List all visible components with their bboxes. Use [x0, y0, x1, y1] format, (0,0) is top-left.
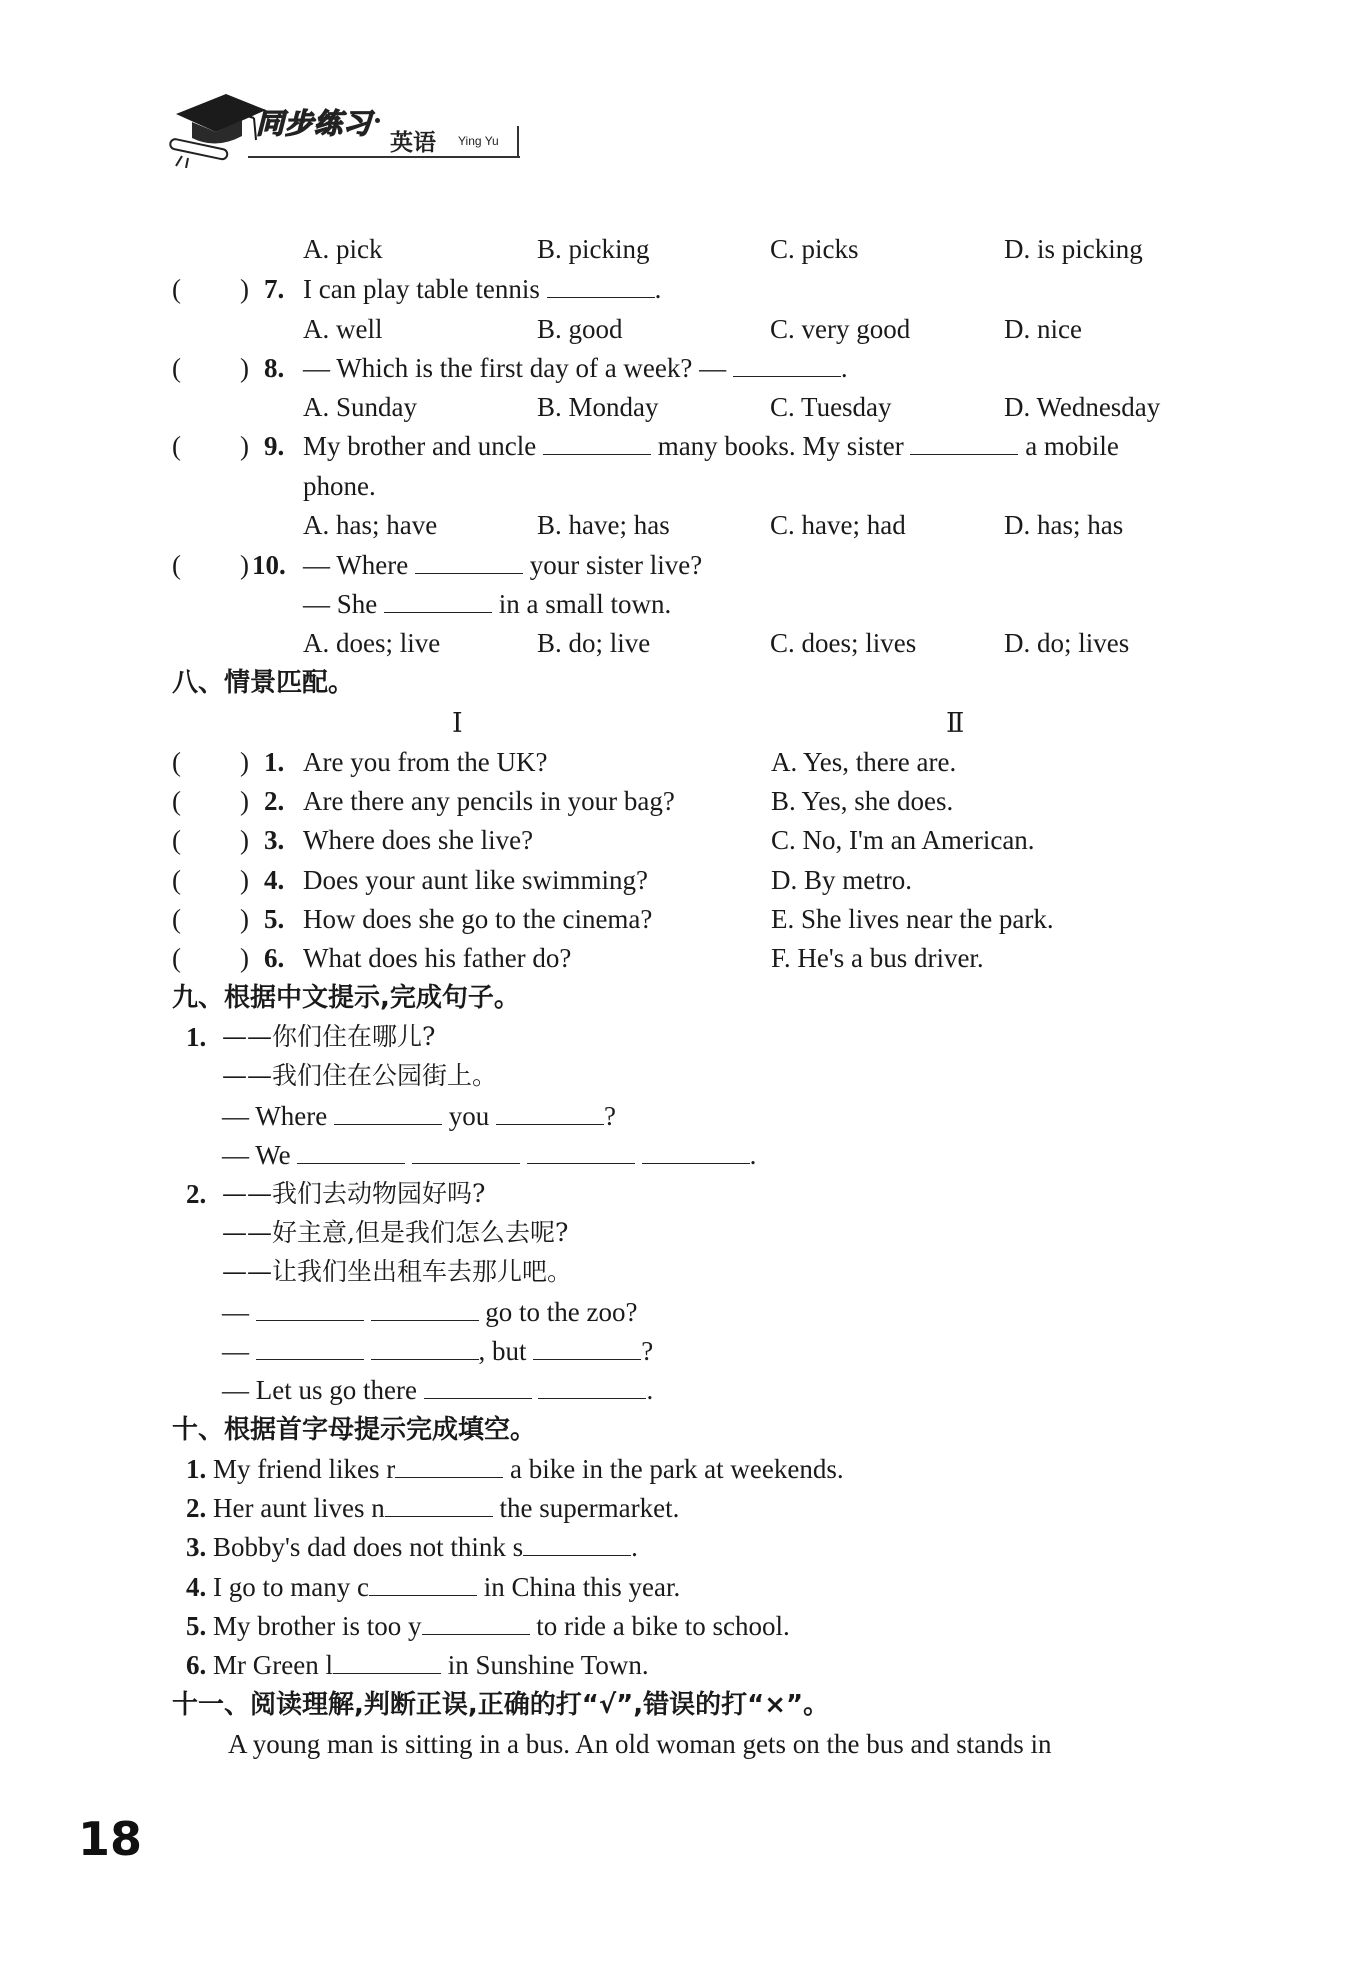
answer-bracket-close: )	[240, 904, 249, 934]
question-number: 10.	[252, 550, 286, 580]
q10-option-c: C. does; lives	[770, 628, 917, 658]
answer-bracket-close: )	[240, 353, 249, 383]
question-9-line2: phone.	[303, 471, 376, 501]
answer-blank[interactable]	[334, 1100, 442, 1125]
q6-option-a: A. pick	[303, 234, 383, 264]
fill-item: 3. Bobby's dad does not think s .	[186, 1532, 638, 1562]
q9-option-c: C. have; had	[770, 510, 906, 540]
q6-option-b: B. picking	[537, 234, 650, 264]
question-number: 7.	[264, 274, 285, 304]
q7-option-b: B. good	[537, 314, 623, 344]
question-10-line1: — Where your sister live?	[303, 550, 703, 580]
matching-question: How does she go to the cinema?	[303, 904, 653, 934]
matching-answer: F. He's a bus driver.	[771, 943, 984, 973]
answer-blank[interactable]	[297, 1139, 405, 1164]
question-number: 9.	[264, 431, 285, 461]
section-9-title: 九、根据中文提示,完成句子。	[172, 983, 520, 1013]
q9-option-b: B. have; has	[537, 510, 670, 540]
matching-answer: C. No, I'm an American.	[771, 825, 1035, 855]
answer-blank[interactable]	[523, 1531, 631, 1556]
q7-option-c: C. very good	[770, 314, 911, 344]
answer-blank[interactable]	[369, 1571, 477, 1596]
answer-bracket[interactable]: (	[172, 904, 181, 934]
sentence-line: — go to the zoo?	[222, 1297, 638, 1327]
chinese-prompt: ——我们去动物园好吗?	[222, 1179, 486, 1208]
answer-blank[interactable]	[422, 1610, 530, 1635]
fill-item: 5. My brother is too y to ride a bike to school.	[186, 1611, 790, 1641]
item-number: 2.	[186, 1179, 207, 1209]
sentence-line: — , but ?	[222, 1336, 654, 1366]
question-number: 2.	[264, 786, 285, 816]
answer-blank[interactable]	[533, 1335, 641, 1360]
answer-blank[interactable]	[384, 588, 492, 613]
answer-bracket-close: )	[240, 274, 249, 304]
subject-title: 英语	[390, 130, 436, 156]
answer-bracket-close: )	[240, 865, 249, 895]
matching-question: Are there any pencils in your bag?	[303, 786, 675, 816]
question-8: — Which is the first day of a week? — .	[303, 353, 848, 383]
answer-blank[interactable]	[642, 1139, 750, 1164]
q7-option-a: A. well	[303, 314, 383, 344]
page-number: 18	[78, 1812, 143, 1866]
chinese-prompt: ——让我们坐出租车去那儿吧。	[222, 1257, 573, 1286]
matching-answer: E. She lives near the park.	[771, 904, 1054, 934]
column-1-header: Ⅰ	[452, 708, 463, 738]
sentence-line: — We .	[222, 1140, 757, 1170]
answer-bracket[interactable]: (	[172, 274, 181, 304]
fill-item: 1. My friend likes r a bike in the park at weekends.	[186, 1454, 844, 1484]
question-number: 8.	[264, 353, 285, 383]
q6-option-d: D. is picking	[1004, 234, 1143, 264]
answer-blank[interactable]	[412, 1139, 520, 1164]
answer-bracket-close: )	[240, 550, 249, 580]
column-2-header: Ⅱ	[946, 708, 965, 738]
q7-option-d: D. nice	[1004, 314, 1082, 344]
q9-option-a: A. has; have	[303, 510, 438, 540]
sentence-line: — Where you ?	[222, 1101, 616, 1131]
subject-pinyin: Ying Yu	[458, 134, 499, 148]
question-9: My brother and uncle many books. My sister a mobile	[303, 431, 1119, 461]
matching-question: Are you from the UK?	[303, 747, 548, 777]
q8-option-b: B. Monday	[537, 392, 659, 422]
answer-blank[interactable]	[424, 1374, 532, 1399]
fill-item: 4. I go to many c in China this year.	[186, 1572, 681, 1602]
answer-blank[interactable]	[385, 1492, 493, 1517]
fill-item: 6. Mr Green l in Sunshine Town.	[186, 1650, 649, 1680]
answer-blank[interactable]	[256, 1296, 364, 1321]
answer-bracket[interactable]: (	[172, 431, 181, 461]
answer-bracket[interactable]: (	[172, 786, 181, 816]
answer-blank[interactable]	[538, 1374, 646, 1399]
matching-answer: A. Yes, there are.	[771, 747, 957, 777]
q8-option-a: A. Sunday	[303, 392, 417, 422]
answer-bracket[interactable]: (	[172, 353, 181, 383]
question-7: I can play table tennis .	[303, 274, 662, 304]
question-number: 4.	[264, 865, 285, 895]
answer-blank[interactable]	[395, 1453, 503, 1478]
answer-blank[interactable]	[547, 273, 655, 298]
answer-bracket[interactable]: (	[172, 550, 181, 580]
answer-blank[interactable]	[910, 430, 1018, 455]
fill-item: 2. Her aunt lives n the supermarket.	[186, 1493, 680, 1523]
section-10-title: 十、根据首字母提示完成填空。	[172, 1415, 537, 1445]
answer-bracket[interactable]: (	[172, 865, 181, 895]
answer-bracket-close: )	[240, 431, 249, 461]
q10-option-d: D. do; lives	[1004, 628, 1130, 658]
answer-bracket-close: )	[240, 825, 249, 855]
answer-bracket[interactable]: (	[172, 825, 181, 855]
section-8-title: 八、情景匹配。	[172, 668, 355, 698]
question-10-line2: — She in a small town.	[303, 589, 672, 619]
answer-blank[interactable]	[527, 1139, 635, 1164]
reading-passage: A young man is sitting in a bus. An old woman gets on the bus and stands in	[228, 1729, 1052, 1759]
q8-option-c: C. Tuesday	[770, 392, 892, 422]
answer-bracket[interactable]: (	[172, 747, 181, 777]
answer-blank[interactable]	[371, 1335, 479, 1360]
q9-option-d: D. has; has	[1004, 510, 1124, 540]
answer-blank[interactable]	[543, 430, 651, 455]
answer-blank[interactable]	[415, 549, 523, 574]
question-number: 6.	[264, 943, 285, 973]
section-11-title: 十一、阅读理解,判断正误,正确的打“√”,错误的打“×”。	[172, 1690, 830, 1720]
answer-blank[interactable]	[733, 352, 841, 377]
answer-bracket-close: )	[240, 943, 249, 973]
chinese-prompt: ——我们住在公园街上。	[222, 1061, 498, 1090]
answer-bracket-close: )	[240, 786, 249, 816]
q10-option-b: B. do; live	[537, 628, 651, 658]
answer-bracket-close: )	[240, 747, 249, 777]
page-header	[168, 88, 520, 168]
matching-question: Where does she live?	[303, 825, 534, 855]
q10-option-a: A. does; live	[303, 628, 441, 658]
question-number: 1.	[264, 747, 285, 777]
sentence-line: — Let us go there .	[222, 1375, 654, 1405]
answer-blank[interactable]	[496, 1100, 604, 1125]
question-number: 3.	[264, 825, 285, 855]
answer-blank[interactable]	[371, 1296, 479, 1321]
item-number: 1.	[186, 1022, 207, 1052]
answer-blank[interactable]	[333, 1649, 441, 1674]
matching-answer: D. By metro.	[771, 865, 912, 895]
question-number: 5.	[264, 904, 285, 934]
chinese-prompt: ——你们住在哪儿?	[222, 1022, 436, 1051]
series-title: 同步练习	[256, 107, 373, 140]
matching-question: Does your aunt like swimming?	[303, 865, 648, 895]
q6-option-c: C. picks	[770, 234, 859, 264]
matching-answer: B. Yes, she does.	[771, 786, 954, 816]
answer-blank[interactable]	[256, 1335, 364, 1360]
answer-bracket[interactable]: (	[172, 943, 181, 973]
chinese-prompt: ——好主意,但是我们怎么去呢?	[222, 1218, 569, 1247]
q8-option-d: D. Wednesday	[1004, 392, 1161, 422]
matching-question: What does his father do?	[303, 943, 572, 973]
